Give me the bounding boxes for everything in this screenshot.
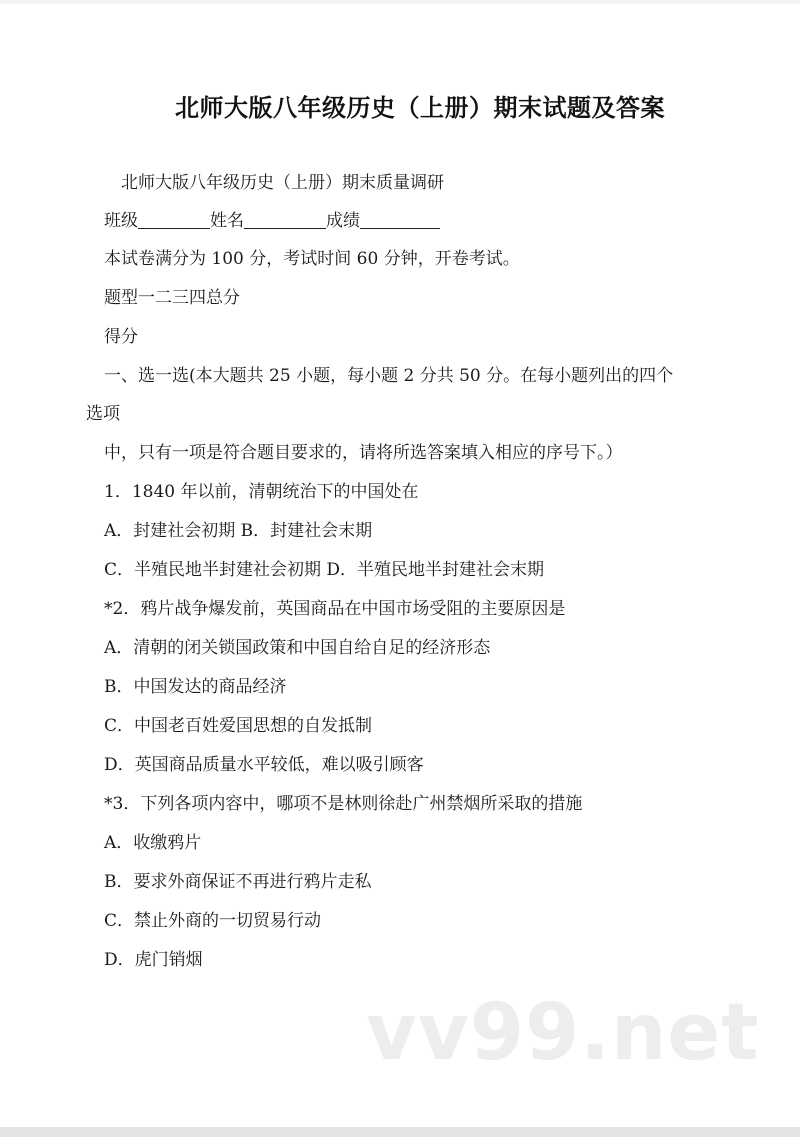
viewer-bottom-bar	[0, 1127, 800, 1137]
question-option: D．英国商品质量水平较低，难以吸引顾客	[104, 755, 424, 775]
page-top-edge	[0, 0, 800, 4]
question-stem: *2．鸦片战争爆发前，英国商品在中国市场受阻的主要原因是	[104, 599, 566, 619]
document-title: 北师大版八年级历史（上册）期末试题及答案	[175, 94, 665, 122]
section-heading-line1: 一、选一选(本大题共 25 小题，每小题 2 分共 50 分。在每小题列出的四个	[104, 366, 674, 386]
score-table-header: 题型一二三四总分	[104, 288, 240, 308]
name-label: 姓名	[210, 211, 244, 231]
score-row-label: 得分	[104, 327, 138, 347]
question-stem: *3．下列各项内容中，哪项不是林则徐赴广州禁烟所采取的措施	[104, 794, 583, 814]
question-option: C．中国老百姓爱国思想的自发抵制	[104, 716, 373, 736]
site-watermark: vv99.net	[366, 988, 760, 1078]
question-option: B．要求外商保证不再进行鸦片走私	[104, 872, 372, 892]
question-option: A．封建社会初期 B．封建社会末期	[104, 521, 373, 541]
student-info-line	[104, 209, 440, 233]
document-subtitle: 北师大版八年级历史（上册）期末质量调研	[121, 173, 444, 193]
question-option: C．半殖民地半封建社会初期 D．半殖民地半封建社会末期	[104, 560, 545, 580]
exam-intro: 本试卷满分为 100 分，考试时间 60 分钟，开卷考试。	[104, 249, 520, 269]
section-heading-line3: 中，只有一项是符合题目要求的，请将所选答案填入相应的序号下。）	[104, 443, 623, 463]
question-stem: 1．1840 年以前，清朝统治下的中国处在	[104, 482, 419, 502]
score-label: 成绩	[326, 211, 360, 231]
question-option: A．清朝的闭关锁国政策和中国自给自足的经济形态	[104, 638, 491, 658]
question-option: A．收缴鸦片	[104, 833, 202, 853]
class-label: 班级	[104, 211, 138, 231]
question-option: C．禁止外商的一切贸易行动	[104, 911, 322, 931]
section-heading-line2: 选项	[86, 404, 120, 424]
question-option: D．虎门销烟	[104, 950, 203, 970]
name-blank	[244, 211, 326, 229]
score-blank	[360, 211, 440, 229]
question-option: B．中国发达的商品经济	[104, 677, 287, 697]
class-blank	[138, 211, 210, 229]
